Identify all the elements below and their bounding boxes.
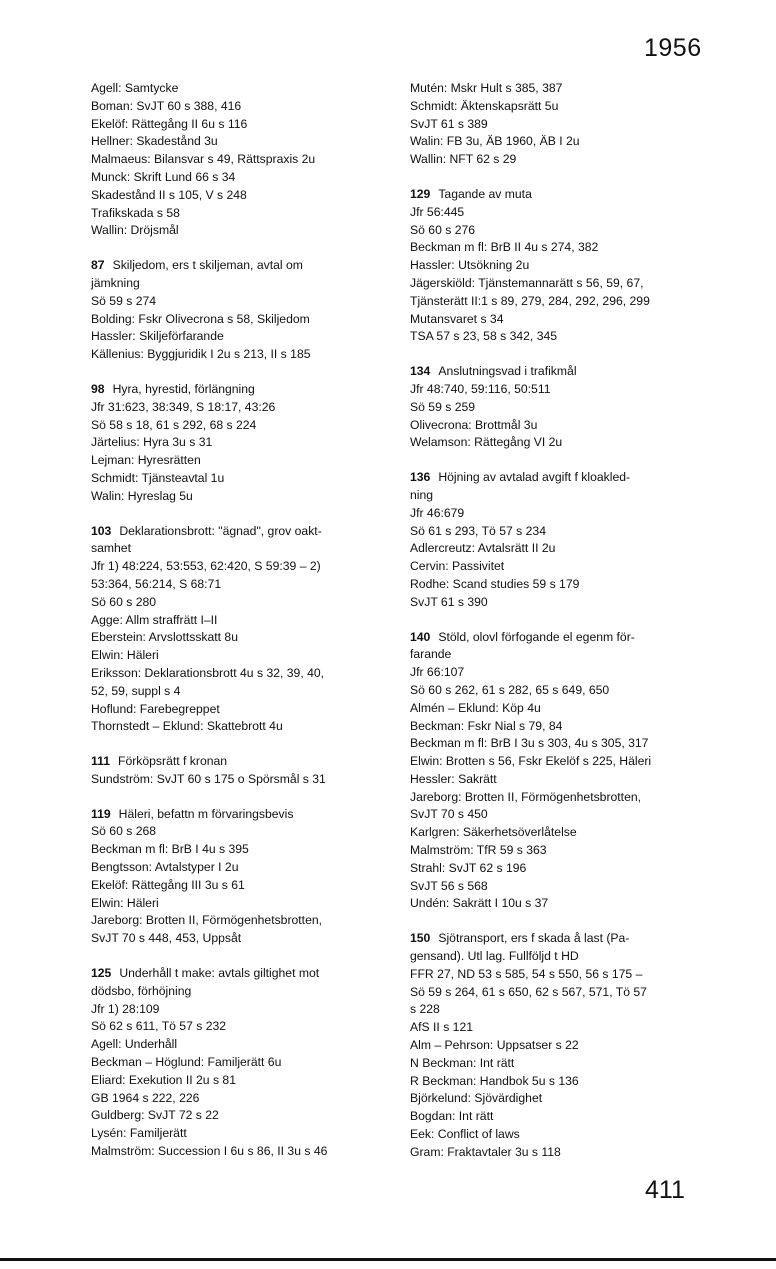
- heading-text: samhet: [91, 541, 131, 556]
- citation-line: Schmidt: Äktenskapsrätt 5u: [410, 98, 559, 113]
- citation-line: Sö 60 s 268: [91, 824, 157, 839]
- entry-heading: [91, 965, 391, 983]
- citation-line: Agge: Allm straffrätt I–II: [91, 612, 218, 627]
- citation-line: Beckman m fl: BrB I 4u s 395: [91, 842, 249, 857]
- entry-140: [410, 629, 710, 914]
- heading-text: ning: [410, 487, 434, 502]
- entry-block: [91, 80, 391, 240]
- citation-line: Järtelius: Hyra 3u s 31: [91, 435, 213, 450]
- entry-heading: [91, 806, 391, 824]
- citation-line: Karlgren: Säkerhetsöverlåtelse: [410, 825, 577, 840]
- citation-line: Hassler: Skiljeförfarande: [91, 329, 224, 344]
- entry-number: 125: [91, 966, 112, 981]
- entry-119: [91, 806, 391, 948]
- heading-text: Deklarationsbrott: "ägnad", grov oakt-: [119, 523, 322, 538]
- citation-line: TSA 57 s 23, 58 s 342, 345: [410, 329, 558, 344]
- citation-line: Jfr 31:623, 38:349, S 18:17, 43:26: [91, 399, 276, 414]
- citation-line: Olivecrona: Brottmål 3u: [410, 417, 538, 432]
- citation-line: Undén: Sakrätt I 10u s 37: [410, 896, 549, 911]
- citation-line: Adlercreutz: Avtalsrätt II 2u: [410, 541, 556, 556]
- citation-line: Sö 60 s 262, 61 s 282, 65 s 649, 650: [410, 682, 610, 697]
- citation-line: Trafikskada s 58: [91, 205, 180, 220]
- citation-line: Sö 59 s 259: [410, 399, 476, 414]
- citation-line: SvJT 56 s 568: [410, 878, 488, 893]
- citation-line: Eriksson: Deklarationsbrott 4u s 32, 39, 40,: [91, 665, 325, 680]
- citation-line: Hessler: Sakrätt: [410, 771, 497, 786]
- citation-line: Ekelöf: Rättegång II 6u s 116: [91, 116, 248, 131]
- heading-text: Underhåll t make: avtals giltighet mot: [119, 966, 320, 981]
- year-header: 1956: [644, 34, 702, 62]
- entry-heading: [91, 381, 391, 399]
- citation-line: Jareborg: Brotten II, Förmögenhetsbrotten,: [410, 789, 642, 804]
- citation-line: SvJT 61 s 390: [410, 594, 488, 609]
- entry-129: [410, 186, 710, 346]
- citation-line: Ekelöf: Rättegång III 3u s 61: [91, 877, 245, 892]
- citation-line: Sö 59 s 264, 61 s 650, 62 s 567, 571, Tö 57: [410, 984, 647, 999]
- citation-line: Guldberg: SvJT 72 s 22: [91, 1108, 219, 1123]
- citation-line: GB 1964 s 222, 226: [91, 1090, 200, 1105]
- citation-line: Eek: Conflict of laws: [410, 1127, 520, 1142]
- heading-text: Anslutningsvad i trafikmål: [438, 364, 577, 379]
- citation-line: Jfr 56:445: [410, 204, 465, 219]
- citation-line: Jfr 48:740, 59:116, 50:511: [410, 381, 551, 396]
- entry-87: [91, 257, 391, 364]
- citation-line: Jareborg: Brotten II, Förmögenhetsbrotten,: [91, 913, 323, 928]
- entry-heading: [410, 930, 710, 948]
- entry-heading: [91, 753, 391, 771]
- citation-line: Jfr 1) 48:224, 53:553, 62:420, S 59:39 – 2): [91, 559, 321, 574]
- citation-line: Eliard: Exekution II 2u s 81: [91, 1072, 236, 1087]
- citation-line: Schmidt: Tjänsteavtal 1u: [91, 470, 225, 485]
- citation-line: 53:364, 56:214, S 68:71: [91, 576, 222, 591]
- citation-line: Sundström: SvJT 60 s 175 o Spörsmål s 31: [91, 771, 326, 786]
- citation-line: Gram: Fraktavtaler 3u s 118: [410, 1144, 561, 1159]
- citation-line: SvJT 61 s 389: [410, 116, 488, 131]
- citation-line: Beckman m fl: BrB I 3u s 303, 4u s 305, 317: [410, 736, 649, 751]
- citation-line: FFR 27, ND 53 s 585, 54 s 550, 56 s 175 –: [410, 966, 643, 981]
- citation-line: Wallin: Dröjsmål: [91, 223, 179, 238]
- entry-heading: [91, 523, 391, 541]
- right-column: [410, 80, 710, 1179]
- heading-text: Häleri, befattn m förvaringsbevis: [118, 806, 294, 821]
- entry-125: [91, 965, 391, 1161]
- heading-text: Skiljedom, ers t skiljeman, avtal om: [112, 258, 303, 273]
- heading-text: farande: [410, 647, 452, 662]
- citation-line: Beckman: Fskr Nial s 79, 84: [410, 718, 563, 733]
- entry-111: [91, 753, 391, 789]
- heading-text: Hyra, hyrestid, förlängning: [112, 381, 255, 396]
- citation-line: Jfr 46:679: [410, 505, 465, 520]
- citation-line: AfS II s 121: [410, 1020, 474, 1035]
- citation-line: Jägerskiöld: Tjänstemannarätt s 56, 59, 67,: [410, 275, 644, 290]
- entry-heading: [91, 257, 391, 275]
- heading-text: Stöld, olovl förfogande el egenm för-: [438, 629, 635, 644]
- citation-line: Sö 60 s 280: [91, 594, 157, 609]
- citation-line: Sö 61 s 293, Tö 57 s 234: [410, 523, 546, 538]
- citation-line: Cervin: Passivitet: [410, 559, 505, 574]
- citation-line: Mutén: Mskr Hult s 385, 387: [410, 81, 563, 95]
- citation-line: Lejman: Hyresrätten: [91, 453, 201, 468]
- citation-line: Sö 62 s 611, Tö 57 s 232: [91, 1019, 227, 1034]
- bottom-rule: [0, 1258, 776, 1261]
- entry-number: 103: [91, 523, 112, 538]
- citation-line: Agell: Samtycke: [91, 81, 179, 95]
- entry-heading: [410, 469, 710, 487]
- citation-line: Boman: SvJT 60 s 388, 416: [91, 98, 242, 113]
- citation-line: Lysén: Familjerätt: [91, 1126, 187, 1141]
- citation-line: Tjänsterätt II:1 s 89, 279, 284, 292, 296, 299: [410, 293, 650, 308]
- citation-line: Alm – Pehrson: Uppsatser s 22: [410, 1038, 579, 1053]
- citation-line: Walin: Hyreslag 5u: [91, 488, 193, 503]
- entry-block: [410, 80, 710, 169]
- citation-line: SvJT 70 s 450: [410, 807, 488, 822]
- citation-line: Beckman m fl: BrB II 4u s 274, 382: [410, 240, 599, 255]
- citation-line: Bolding: Fskr Olivecrona s 58, Skiljedom: [91, 311, 310, 326]
- citation-line: Almén – Eklund: Köp 4u: [410, 700, 541, 715]
- citation-line: Björkelund: Sjövärdighet: [410, 1091, 543, 1106]
- entry-number: 134: [410, 364, 431, 379]
- citation-line: Jfr 66:107: [410, 665, 465, 680]
- citation-line: s 228: [410, 1002, 440, 1017]
- citation-line: Wallin: NFT 62 s 29: [410, 152, 517, 167]
- page-number: 411: [645, 1176, 685, 1204]
- entry-number: 150: [410, 931, 431, 946]
- citation-line: Agell: Underhåll: [91, 1037, 178, 1052]
- citation-line: Malmström: Succession I 6u s 86, II 3u s 46: [91, 1144, 328, 1159]
- citation-line: N Beckman: Int rätt: [410, 1055, 515, 1070]
- citation-line: Mutansvaret s 34: [410, 311, 504, 326]
- entry-number: 136: [410, 470, 431, 485]
- citation-line: Sö 58 s 18, 61 s 292, 68 s 224: [91, 417, 257, 432]
- entry-number: 87: [91, 258, 105, 273]
- heading-text: gensand). Utl lag. Fullföljd t HD: [410, 949, 579, 964]
- entry-number: 140: [410, 629, 431, 644]
- entry-136: [410, 469, 710, 611]
- citation-line: Welamson: Rättegång VI 2u: [410, 435, 563, 450]
- citation-line: Sö 60 s 276: [410, 222, 476, 237]
- citation-line: Malmström: TfR 59 s 363: [410, 843, 547, 858]
- citation-line: Malmaeus: Bilansvar s 49, Rättspraxis 2u: [91, 152, 316, 167]
- citation-line: Eberstein: Arvslottsskatt 8u: [91, 630, 238, 645]
- citation-line: Hassler: Utsökning 2u: [410, 258, 530, 273]
- heading-text: Tagande av muta: [438, 186, 532, 201]
- left-column: [91, 80, 391, 1178]
- entry-103: [91, 523, 391, 737]
- citation-line: Munck: Skrift Lund 66 s 34: [91, 169, 236, 184]
- entry-heading: [410, 186, 710, 204]
- heading-text: dödsbo, förhöjning: [91, 983, 192, 998]
- citation-line: Elwin: Häleri: [91, 648, 159, 663]
- citation-line: Bengtsson: Avtalstyper I 2u: [91, 860, 239, 875]
- citation-line: Hoflund: Farebegreppet: [91, 701, 220, 716]
- entry-number: 98: [91, 381, 105, 396]
- citation-line: Källenius: Byggjuridik I 2u s 213, II s 185: [91, 347, 311, 362]
- citation-line: Beckman – Höglund: Familjerätt 6u: [91, 1055, 282, 1070]
- citation-line: Jfr 1) 28:109: [91, 1001, 160, 1016]
- heading-text: jämkning: [91, 275, 140, 290]
- citation-line: SvJT 70 s 448, 453, Uppsåt: [91, 931, 242, 946]
- heading-text: Höjning av avtalad avgift f kloakled-: [438, 470, 631, 485]
- citation-line: Elwin: Häleri: [91, 895, 159, 910]
- entry-number: 111: [91, 754, 110, 769]
- citation-line: Elwin: Brotten s 56, Fskr Ekelöf s 225, Häleri: [410, 754, 652, 769]
- citation-line: 52, 59, suppl s 4: [91, 683, 181, 698]
- entry-heading: [410, 629, 710, 647]
- citation-line: Sö 59 s 274: [91, 293, 157, 308]
- citation-line: Rodhe: Scand studies 59 s 179: [410, 576, 580, 591]
- citation-line: Bogdan: Int rätt: [410, 1109, 494, 1124]
- entry-98: [91, 381, 391, 506]
- entry-number: 119: [91, 806, 111, 821]
- heading-text: Sjötransport, ers f skada å last (Pa-: [438, 931, 630, 946]
- entry-134: [410, 363, 710, 452]
- heading-text: Förköpsrätt f kronan: [118, 754, 228, 769]
- citation-line: Thornstedt – Eklund: Skattebrott 4u: [91, 719, 283, 734]
- citation-line: Skadestånd II s 105, V s 248: [91, 187, 247, 202]
- entry-heading: [410, 363, 710, 381]
- entry-150: [410, 930, 710, 1161]
- citation-line: Walin: FB 3u, ÄB 1960, ÄB I 2u: [410, 134, 580, 149]
- citation-line: Hellner: Skadestånd 3u: [91, 134, 218, 149]
- citation-line: R Beckman: Handbok 5u s 136: [410, 1073, 579, 1088]
- entry-number: 129: [410, 186, 431, 201]
- citation-line: Strahl: SvJT 62 s 196: [410, 860, 527, 875]
